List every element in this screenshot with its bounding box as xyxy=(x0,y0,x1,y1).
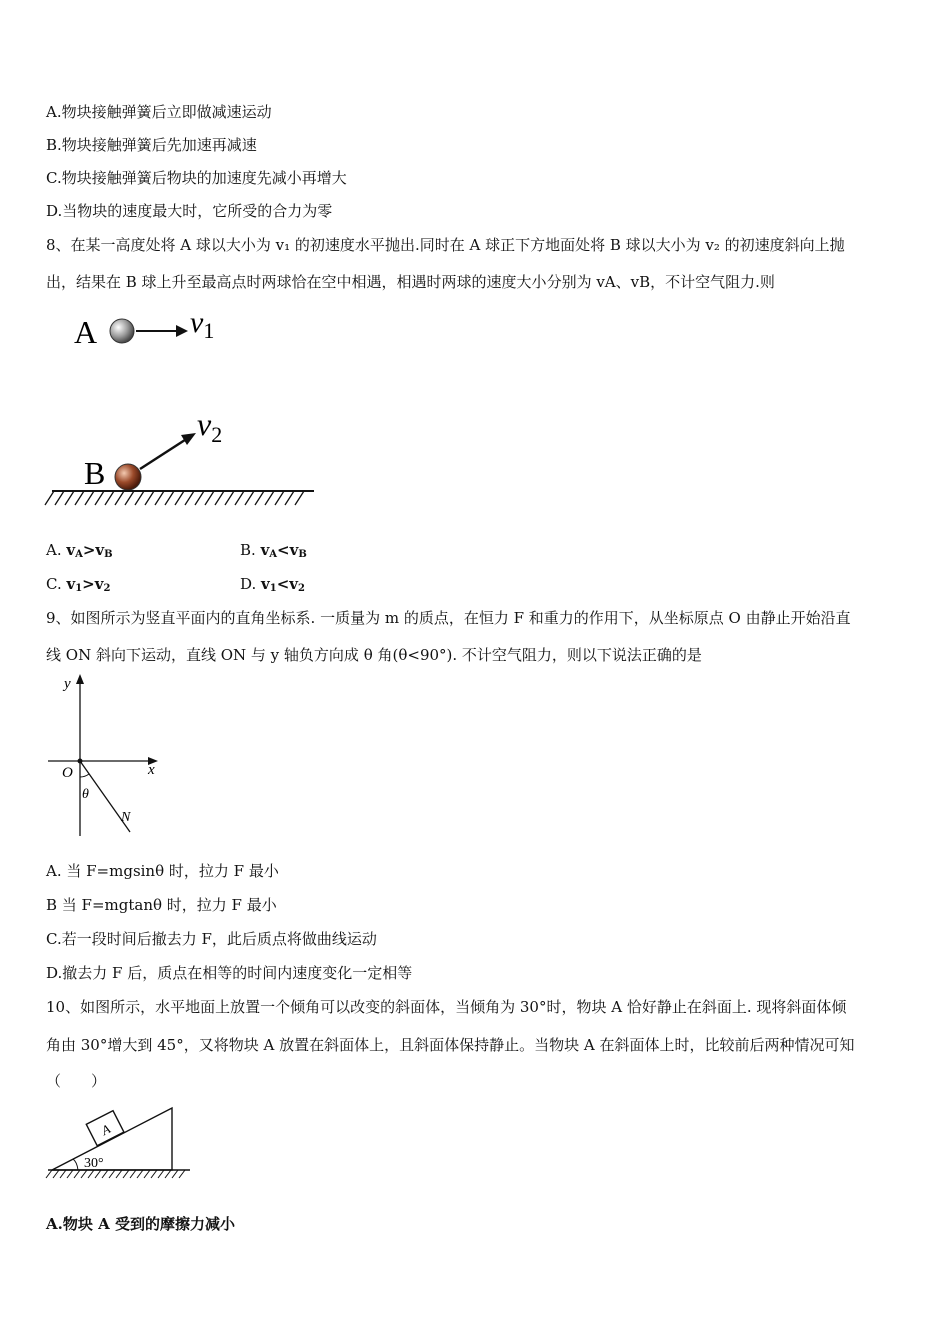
theta-label: θ xyxy=(82,787,89,802)
q9-option-b: B 当 F=mgtanθ 时，拉力 F 最小 xyxy=(46,896,277,914)
hatch-mark xyxy=(255,491,264,505)
hatch-mark xyxy=(225,491,234,505)
arrow-v2 xyxy=(140,438,188,469)
hatch-mark xyxy=(185,491,194,505)
fig-label-v1: $v_1$ xyxy=(190,306,215,343)
hatch-mark xyxy=(144,1170,150,1178)
arrow-v2-head xyxy=(181,433,196,445)
hatch-mark xyxy=(285,491,294,505)
hatch-mark xyxy=(135,491,144,505)
q10-figure xyxy=(44,1100,204,1190)
fig-label-b: B xyxy=(84,455,106,491)
hatch-mark xyxy=(115,491,124,505)
hatch-mark xyxy=(175,491,184,505)
hatch-mark xyxy=(158,1170,164,1178)
hatch-mark xyxy=(265,491,274,505)
hatch-mark xyxy=(95,491,104,505)
hatch-mark xyxy=(46,1170,52,1178)
theta-arc xyxy=(80,774,89,777)
q8-stem-line1: 8、在某一高度处将 A 球以大小为 v₁ 的初速度水平抛出.同时在 A 球正下方地面处将 B 球以大小为 v₂ 的初速度斜向上抛 xyxy=(46,236,845,254)
q7-option-d: D.当物块的速度最大时，它所受的合力为零 xyxy=(46,202,333,220)
n-label: N xyxy=(121,810,131,825)
hatch-mark xyxy=(275,491,284,505)
q8-option-d: D. $v_1<v_2$ xyxy=(240,575,305,594)
fig-label-v2: $v_2$ xyxy=(197,406,223,447)
q7-option-c: C.物块接触弹簧后物块的加速度先减小再增大 xyxy=(46,169,347,187)
hatch-mark xyxy=(67,1170,73,1178)
hatch-mark xyxy=(65,491,74,505)
q9-option-c: C.若一段时间后撤去力 F，此后质点将做曲线运动 xyxy=(46,930,377,948)
hatch-mark xyxy=(130,1170,136,1178)
q10-stem-line3: （ ） xyxy=(46,1072,107,1090)
q8-option-a: A. $v_A>v_B$ xyxy=(46,541,113,560)
hatch-mark xyxy=(145,491,154,505)
ground-hatching-10 xyxy=(46,1170,185,1178)
y-axis-arrow xyxy=(76,674,84,684)
block-a-label: A xyxy=(98,1121,113,1139)
hatch-mark xyxy=(215,491,224,505)
q8-stem-line2: 出，结果在 B 球上升至最高点时两球恰在空中相遇，相遇时两球的速度大小分别为 vA、vB，不计空气阻力.则 xyxy=(46,273,775,291)
hatch-mark xyxy=(155,491,164,505)
hatch-mark xyxy=(295,491,304,505)
q9-option-d: D.撤去力 F 后，质点在相等的时间内速度变化一定相等 xyxy=(46,964,413,982)
hatch-mark xyxy=(109,1170,115,1178)
block-a xyxy=(86,1111,124,1146)
hatch-mark xyxy=(60,1170,66,1178)
ground-hatching xyxy=(45,491,304,505)
q10-stem-line2: 角由 30°增大到 45°，又将物块 A 放置在斜面体上，且斜面体保持静止。当物块 A 在斜面体上时，比较前后两种情况可知 xyxy=(46,1036,855,1054)
hatch-mark xyxy=(137,1170,143,1178)
hatch-mark xyxy=(125,491,134,505)
hatch-mark xyxy=(165,1170,171,1178)
hatch-mark xyxy=(245,491,254,505)
hatch-mark xyxy=(116,1170,122,1178)
y-axis-label: y xyxy=(64,676,71,692)
angle-arc xyxy=(73,1159,78,1170)
origin-label: O xyxy=(62,765,73,781)
hatch-mark xyxy=(102,1170,108,1178)
angle-label: 30° xyxy=(84,1156,104,1171)
hatch-mark xyxy=(235,491,244,505)
q10-option-a: A.物块 A 受到的摩擦力减小 xyxy=(46,1215,235,1233)
hatch-mark xyxy=(53,1170,59,1178)
q7-option-a: A.物块接触弹簧后立即做减速运动 xyxy=(46,103,272,121)
fig-label-a: A xyxy=(74,314,98,350)
hatch-mark xyxy=(172,1170,178,1178)
ball-b xyxy=(115,464,141,490)
hatch-mark xyxy=(45,491,54,505)
hatch-mark xyxy=(75,491,84,505)
x-axis-label: x xyxy=(148,762,155,778)
q9-stem-line2: 线 ON 斜向下运动，直线 ON 与 y 轴负方向成 θ 角(θ<90°). 不计空气阻力，则以下说法正确的是 xyxy=(46,646,702,664)
q9-option-a: A. 当 F=mgsinθ 时，拉力 F 最小 xyxy=(46,862,279,880)
arrow-v1-head xyxy=(176,325,188,337)
hatch-mark xyxy=(88,1170,94,1178)
q9-stem-line1: 9、如图所示为竖直平面内的直角坐标系. 一质量为 m 的质点，在恒力 F 和重力的作用下，从坐标原点 O 由静止开始沿直 xyxy=(46,609,851,627)
hatch-mark xyxy=(123,1170,129,1178)
hatch-mark xyxy=(165,491,174,505)
q9-figure xyxy=(44,670,174,840)
q8-option-b: B. $v_A<v_B$ xyxy=(240,541,307,560)
hatch-mark xyxy=(105,491,114,505)
hatch-mark xyxy=(205,491,214,505)
hatch-mark xyxy=(74,1170,80,1178)
ball-a xyxy=(110,319,134,343)
q8-option-c: C. $v_1>v_2$ xyxy=(46,575,111,594)
q8-figure xyxy=(40,300,360,530)
q10-stem-line1: 10、如图所示，水平地面上放置一个倾角可以改变的斜面体，当倾角为 30°时，物块 A 恰好静止在斜面上. 现将斜面体倾 xyxy=(46,998,847,1016)
hatch-mark xyxy=(195,491,204,505)
hatch-mark xyxy=(55,491,64,505)
hatch-mark xyxy=(151,1170,157,1178)
hatch-mark xyxy=(81,1170,87,1178)
hatch-mark xyxy=(85,491,94,505)
hatch-mark xyxy=(95,1170,101,1178)
q7-option-b: B.物块接触弹簧后先加速再减速 xyxy=(46,136,257,154)
hatch-mark xyxy=(179,1170,185,1178)
